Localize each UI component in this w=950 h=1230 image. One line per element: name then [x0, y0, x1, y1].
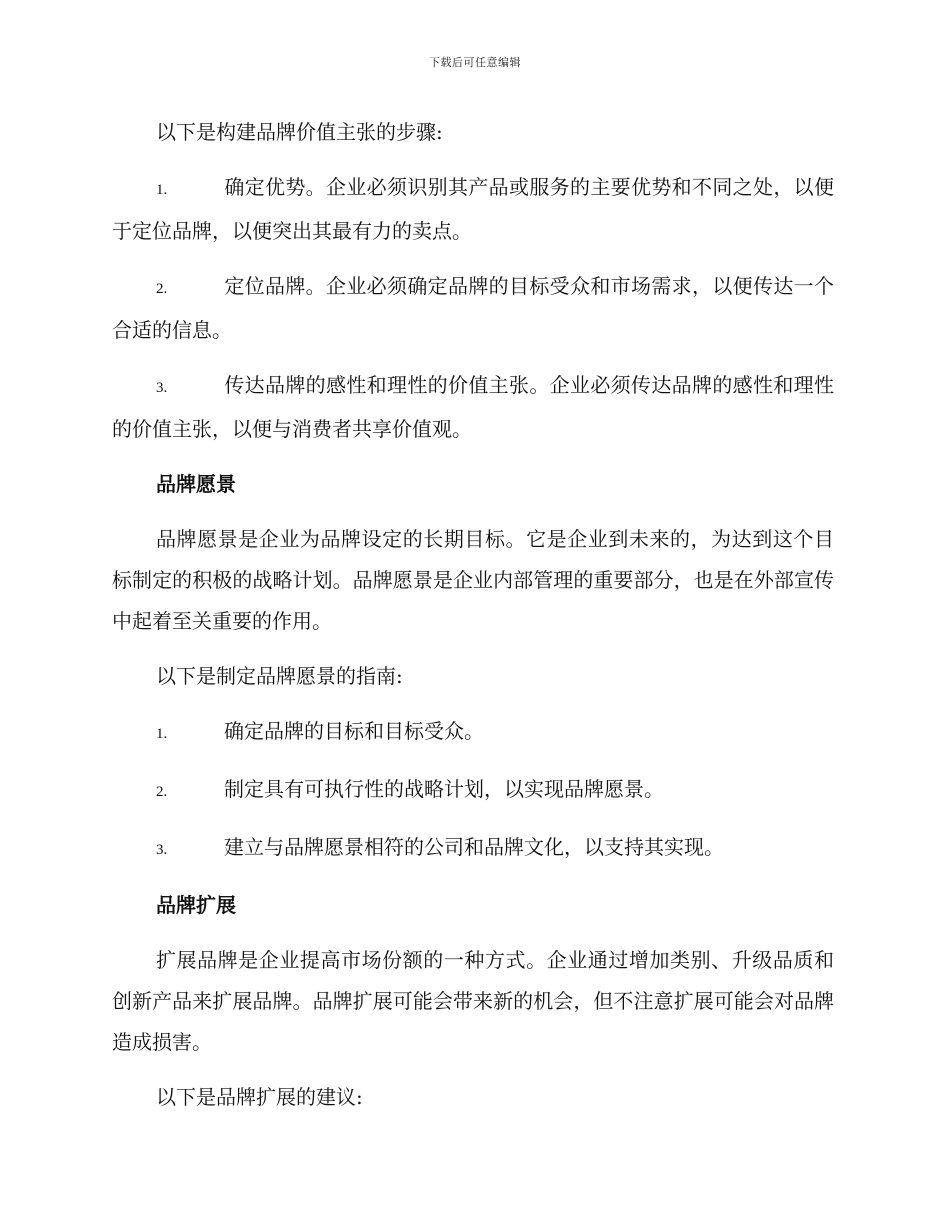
steps-intro-paragraph: 以下是构建品牌价值主张的步骤:: [156, 120, 443, 144]
vision-item-text: 制定具有可执行性的战略计划，以实现品牌愿景。: [224, 777, 664, 801]
vision-item-number: 1.: [156, 726, 168, 742]
vision-intro-paragraph: 以下是制定品牌愿景的指南:: [156, 664, 403, 688]
extension-paragraph: 扩展品牌是企业提高市场份额的一种方式。企业通过增加类别、升级品质和创新产品来扩展品牌。品牌扩展可能会带来新的机会，但不注意扩展可能会对品牌造成损害。: [112, 948, 834, 1054]
step-item-3: [112, 365, 834, 450]
vision-item-1: [112, 711, 834, 755]
vision-item-number: 2.: [156, 784, 168, 800]
step-text: 确定优势。企业必须识别其产品或服务的主要优势和不同之处，以便于定位品牌，以便突出其最有力的卖点。: [112, 175, 834, 243]
extension-heading: 品牌扩展: [156, 893, 236, 917]
extension-intro-paragraph: 以下是品牌扩展的建议:: [156, 1085, 363, 1109]
vision-item-text: 建立与品牌愿景相符的公司和品牌文化，以支持其实现。: [224, 835, 724, 859]
step-item-2: [112, 266, 834, 351]
vision-item-2: [112, 769, 834, 813]
step-number: 1.: [156, 182, 168, 198]
step-text: 传达品牌的感性和理性的价值主张。企业必须传达品牌的感性和理性的价值主张，以便与消费者共享价值观。: [112, 373, 834, 441]
vision-heading: 品牌愿景: [156, 472, 236, 496]
step-number: 2.: [156, 281, 168, 297]
vision-item-number: 3.: [156, 842, 168, 858]
step-item-1: [112, 167, 834, 252]
step-text: 定位品牌。企业必须确定品牌的目标受众和市场需求，以便传达一个合适的信息。: [112, 274, 834, 342]
document-body: [112, 112, 834, 1132]
vision-item-3: [112, 827, 834, 871]
vision-item-text: 确定品牌的目标和目标受众。: [224, 719, 484, 743]
step-number: 3.: [156, 380, 168, 396]
vision-paragraph: 品牌愿景是企业为品牌设定的长期目标。它是企业到未来的，为达到这个目标制定的积极的战略计划。品牌愿景是企业内部管理的重要部分，也是在外部宣传中起着至关重要的作用。: [112, 527, 834, 633]
page-header: 下载后可任意编辑: [429, 56, 521, 69]
